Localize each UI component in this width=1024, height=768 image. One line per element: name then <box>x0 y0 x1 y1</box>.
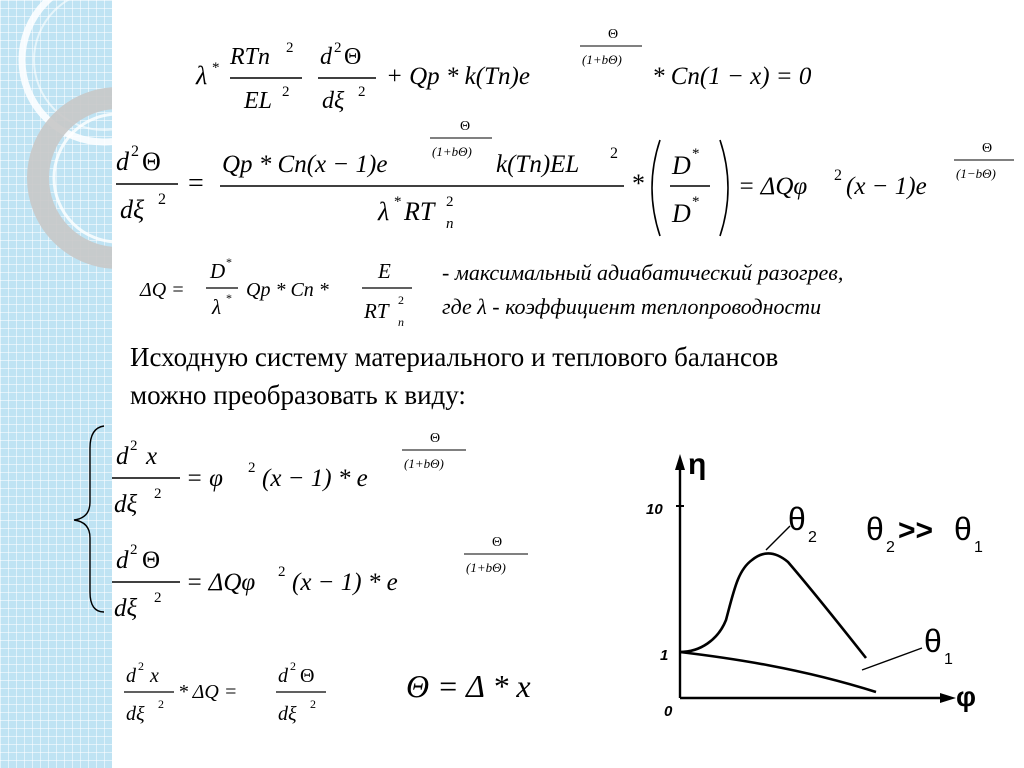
eq2-right-paren <box>720 140 728 236</box>
eq2-rhs-exp-num: Θ <box>982 141 993 156</box>
leader-theta2 <box>766 526 790 550</box>
equation-5: Θ = Δ * x <box>406 668 531 704</box>
eq2-num-right-exp: 2 <box>610 145 618 162</box>
eq4-r-den-exp: 2 <box>310 697 316 711</box>
eq3-frac1-num-star: * <box>226 255 232 269</box>
y-axis-label: η <box>688 448 707 481</box>
note-line-2-rest: - коэффициент теплопроводности <box>492 294 822 319</box>
curve-theta2-label: θ <box>788 501 806 537</box>
eq2-lhs-num-d: d <box>116 147 129 176</box>
eq2-paren-den-star: * <box>692 194 700 210</box>
note-line-1: - максимальный адиабатический разогрев, <box>442 260 844 285</box>
eq2-den-sub: n <box>446 216 454 232</box>
eq2-den-lambda: λ <box>378 197 390 226</box>
eq4-r-num-exp: 2 <box>290 659 296 673</box>
eq2-lhs-num-var: Θ <box>142 147 161 176</box>
eta-phi-graph <box>640 440 1000 730</box>
eq3-frac1-den: λ <box>212 295 222 319</box>
sys2-rhs-rest: (x − 1) * e <box>292 569 398 596</box>
eq2-den-star: * <box>394 194 402 210</box>
relation-op: >> <box>898 514 934 547</box>
tick-0: 0 <box>664 703 673 720</box>
relation-a: θ <box>866 511 884 547</box>
eq1-middle: + Qp * k(Tn)e <box>386 63 530 90</box>
eq4-r-num-d: d <box>278 665 288 687</box>
sys1-den-exp: 2 <box>154 486 162 502</box>
eq2-lhs-den: dξ <box>120 195 145 224</box>
decorative-sidebar <box>0 0 112 768</box>
x-axis-arrow <box>940 693 956 703</box>
sys2-num-var: Θ <box>142 547 161 574</box>
eq2-mul: * <box>632 169 645 198</box>
note-line-2-prefix: где <box>442 294 472 319</box>
sys2-exp-den: (1+bΘ) <box>466 560 506 575</box>
eq3-frac1-num: D <box>210 259 226 283</box>
sys2-num-exp: 2 <box>130 542 138 558</box>
eq3-frac1-den-star: * <box>226 291 232 305</box>
decorative-circles <box>0 0 112 768</box>
eq1-frac2-num-exp: 2 <box>334 40 342 56</box>
eq2-num-exp-den: (1+bΘ) <box>432 144 472 159</box>
eq4-mid: * ΔQ = <box>178 681 238 703</box>
eq2-rhs-exp: 2 <box>834 167 842 184</box>
curve-theta1 <box>680 652 876 692</box>
system-brace <box>70 424 110 614</box>
graph-svg <box>640 440 1000 730</box>
eq1-tail: * Cn(1 − x) = 0 <box>652 63 812 90</box>
eq1-frac2-num-d: d <box>320 44 332 70</box>
sys1-rhs-exp: 2 <box>248 460 256 476</box>
eq1-frac2-den: dξ <box>322 88 345 114</box>
eq2-den-exp: 2 <box>446 194 454 210</box>
eq3-frac2-num: E <box>378 259 391 283</box>
eq2-eq: = <box>188 168 204 199</box>
eq2-den-rest: RT <box>404 197 435 226</box>
eq1-exp-num: Θ <box>608 27 619 42</box>
sys2-rhs-exp: 2 <box>278 564 286 580</box>
curve-theta2-label-sub: 2 <box>808 529 817 546</box>
equation-4 <box>122 652 342 734</box>
sys1-num-d: d <box>116 443 129 470</box>
eq3-middle: Qp * Cn * <box>246 279 329 301</box>
sys1-exp-num: Θ <box>430 431 441 446</box>
eq2-left-paren <box>652 140 660 236</box>
eq4-l-num-exp: 2 <box>138 659 144 673</box>
x-axis-label: φ <box>956 681 977 712</box>
eq2-rhs-rest: (x − 1)e <box>846 173 927 200</box>
equation-1 <box>196 26 876 120</box>
eq2-num-right: k(Tn)EL <box>496 151 580 178</box>
eq4-r-den: dξ <box>278 703 297 725</box>
eq2-num-exp-num: Θ <box>460 119 471 134</box>
curve-theta1-label-sub: 1 <box>944 651 953 668</box>
eq4-r-num-var: Θ <box>300 665 315 687</box>
curve-theta2 <box>680 553 866 658</box>
leader-theta1 <box>862 648 922 670</box>
eq4-l-num-d: d <box>126 665 136 687</box>
tick-10: 10 <box>646 501 663 518</box>
eq1-lambda-star: * <box>212 60 220 76</box>
equation-2 <box>116 118 1016 242</box>
sys2-exp-num: Θ <box>492 535 503 550</box>
relation-b-sub: 1 <box>974 539 983 556</box>
definition-notes <box>442 256 1002 324</box>
sys1-num-var: x <box>146 443 158 470</box>
paragraph-line-2: можно преобразовать к виду: <box>130 380 466 410</box>
sys1-exp-den: (1+bΘ) <box>404 456 444 471</box>
eq3-frac2-den-sub: n <box>398 315 404 329</box>
sys1-rhs-rest: (x − 1) * e <box>262 465 368 492</box>
relation-a-sub: 2 <box>886 539 895 556</box>
sys2-den-exp: 2 <box>154 590 162 606</box>
eq1-frac1-den: EL <box>244 88 273 114</box>
sys1-den: dξ <box>114 491 138 518</box>
system-equation-2 <box>110 528 550 628</box>
eq2-num-left: Qp * Cn(x − 1)e <box>222 151 388 178</box>
eq1-frac1-num: RTn <box>230 44 271 70</box>
eq1-frac2-num-var: Θ <box>344 44 362 70</box>
eq4-l-den: dξ <box>126 703 145 725</box>
eq1-frac1-num-exp: 2 <box>286 40 294 56</box>
eq2-rhs: = ΔQφ <box>738 173 808 200</box>
eq2-paren-den: D <box>672 199 691 228</box>
equation-3 <box>140 254 430 334</box>
eq3-lhs: ΔQ = <box>140 279 185 301</box>
eq4-l-num-var: x <box>150 665 159 687</box>
system-equation-1 <box>110 428 510 524</box>
eq2-lhs-num-exp: 2 <box>131 143 139 160</box>
eq4-l-den-exp: 2 <box>158 697 164 711</box>
eq3-frac2-den-exp: 2 <box>398 293 404 307</box>
eq2-paren-num: D <box>672 151 691 180</box>
note-line-2-lambda: λ <box>477 294 487 319</box>
curve-theta1-label: θ <box>924 623 942 659</box>
y-axis-arrow <box>675 454 685 470</box>
sys1-num-exp: 2 <box>130 438 138 454</box>
paragraph-line-1: Исходную систему материального и теплового балансов <box>130 342 779 372</box>
sys2-rhs: = ΔQφ <box>186 569 256 596</box>
note-line-2 <box>442 290 1002 324</box>
sys1-rhs: = φ <box>186 465 223 492</box>
eq1-exp-den: (1+bΘ) <box>582 52 622 67</box>
eq3-frac2-den: RT <box>364 299 389 323</box>
eq1-lambda: λ <box>196 61 208 90</box>
relation-b: θ <box>954 511 972 547</box>
sys2-num-d: d <box>116 547 129 574</box>
eq2-rhs-exp-den: (1−bΘ) <box>956 166 996 181</box>
eq2-paren-num-star: * <box>692 146 700 162</box>
sys2-den: dξ <box>114 595 138 622</box>
body-paragraph <box>130 338 1010 414</box>
tick-1: 1 <box>660 647 669 664</box>
eq1-frac1-den-exp: 2 <box>282 84 290 100</box>
eq1-frac2-den-exp: 2 <box>358 84 366 100</box>
eq2-lhs-den-exp: 2 <box>158 191 166 208</box>
